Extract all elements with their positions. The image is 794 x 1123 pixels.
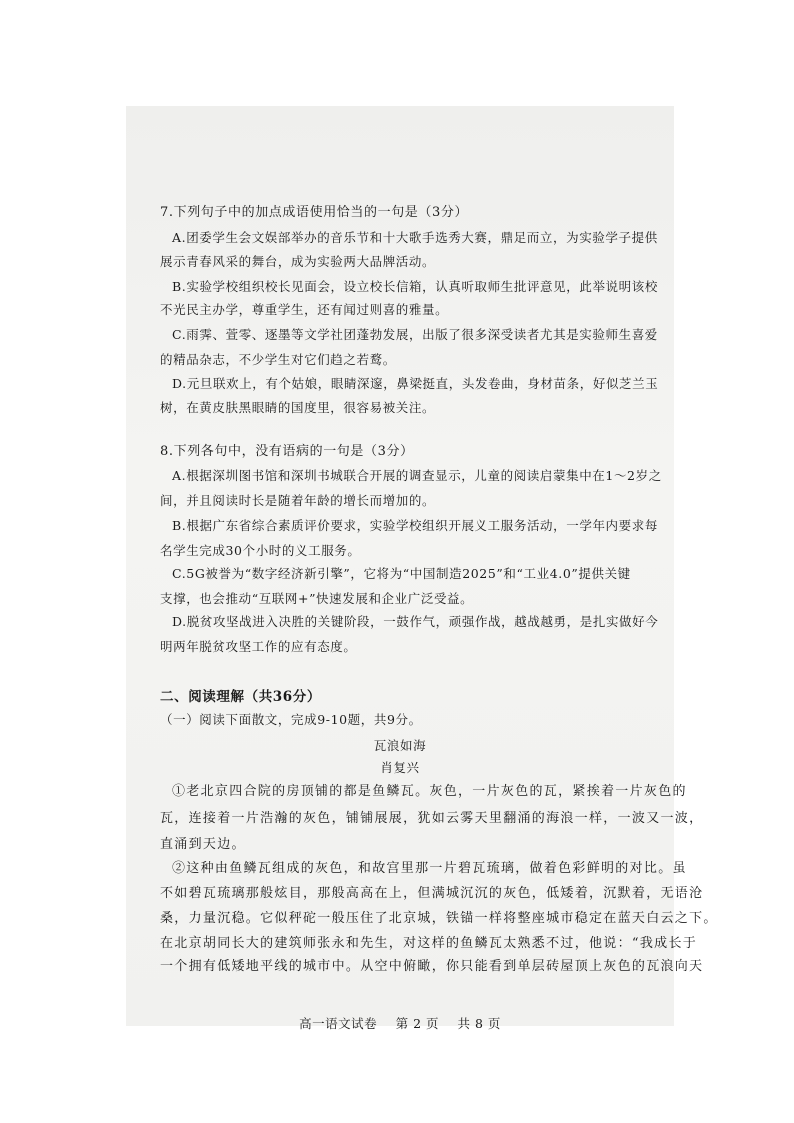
paragraph-2-line3: 桑，力量沉稳。它似秤砣一般压住了北京城，铁锚一样将整座城市稳定在蓝天白云之下。: [160, 911, 718, 926]
question-7-option-b-line2: 不光民主办学，尊重学生，还有闻过则喜的雅量。: [160, 302, 449, 317]
question-7-option-c-line1: C.雨霁、萱零、逐墨等文学社团蓬勃发展，出版了很多深受读者尤其是实验师生喜爱: [172, 327, 658, 342]
essay-title: 瓦浪如海: [373, 738, 427, 753]
paragraph-1-line2: 瓦，连接着一片浩瀚的灰色，铺铺展展，犹如云雾天里翻涌的海浪一样，一波又一波，: [160, 811, 704, 826]
paragraph-2-line5: 一个拥有低矮地平线的城市中。从空中俯瞰，你只能看到单层砖屋顶上灰色的瓦浪向天: [160, 959, 704, 974]
question-7-option-c-line2: 的精品杂志，不少学生对它们趋之若鹜。: [160, 352, 396, 367]
footer-exam-name: 高一语文试卷: [299, 1016, 378, 1031]
question-7-option-a-line1: A.团委学生会文娱部举办的音乐节和十大歌手选秀大赛，鼎足而立，为实验学子提供: [172, 230, 658, 245]
question-8-option-a-line2: 间，并且阅读时长是随着年龄的增长而增加的。: [160, 493, 436, 508]
question-7-option-a-line2: 展示青春风采的舞台，成为实验两大品牌活动。: [160, 254, 436, 269]
question-7-option-d-line1: D.元旦联欢上，有个姑娘，眼睛深邃，鼻梁挺直，头发卷曲，身材苗条，好似芝兰玉: [172, 376, 659, 391]
question-8-option-d-line2: 明两年脱贫攻坚工作的应有态度。: [160, 639, 357, 654]
question-7-option-b-line1: B.实验学校组织校长见面会，设立校长信箱，认真听取师生批评意见，此举说明该校: [172, 279, 658, 294]
page-footer: [160, 1014, 640, 1032]
paragraph-1-line1: ①老北京四合院的房顶铺的都是鱼鳞瓦。灰色，一片灰色的瓦，紧挨着一片灰色的: [172, 784, 687, 799]
question-7-title: 7.下列句子中的加点成语使用恰当的一句是（3分）: [160, 205, 469, 220]
question-8-option-c-line2: 支撑，也会推动“互联网+”快速发展和企业广泛受益。: [160, 591, 474, 606]
footer-total-pages: 共 8 页: [457, 1016, 501, 1031]
question-8-option-b-line1: B.根据广东省综合素质评价要求，实验学校组织开展义工服务活动，一学年内要求每: [172, 518, 658, 533]
paragraph-2-line4: 在北京胡同长大的建筑师张永和先生，对这样的鱼鳞瓦太熟悉不过，他说：“我成长于: [160, 936, 698, 951]
paragraph-2-line2: 不如碧瓦琉璃那般炫目，那般高高在上，但满城沉沉的灰色，低矮着，沉默着，无语沧: [160, 886, 704, 901]
question-8-title: 8.下列各句中，没有语病的一句是（3分）: [160, 444, 414, 459]
question-8-option-b-line2: 名学生完成30个小时的义工服务。: [160, 543, 361, 558]
paragraph-2-line1: ②这种由鱼鳞瓦组成的灰色，和故宫里那一片碧瓦琉璃，做着色彩鲜明的对比。虽: [172, 861, 687, 876]
question-8-option-d-line1: D.脱贫攻坚战进入决胜的关键阶段，一鼓作气，顽强作战，越战越勇，是扎实做好今: [172, 614, 659, 629]
section-2-instruction: （一）阅读下面散文，完成9-10题，共9分。: [160, 712, 422, 727]
paragraph-1-line3: 直涌到天边。: [160, 837, 246, 852]
footer-page-number: 第 2 页: [395, 1016, 439, 1031]
question-7-option-d-line2: 树，在黄皮肤黑眼睛的国度里，很容易被关注。: [160, 400, 436, 415]
essay-author: 肖复兴: [380, 760, 420, 775]
question-8-option-a-line1: A.根据深圳图书馆和深圳书城联合开展的调查显示，儿童的阅读启蒙集中在1～2岁之: [172, 468, 662, 483]
section-2-title: 二、阅读理解（共36分）: [160, 689, 321, 705]
question-8-option-c-line1: C.5G被誉为“数字经济新引擎”，它将为“中国制造2025”和“工业4.0”提供关键: [172, 566, 631, 581]
